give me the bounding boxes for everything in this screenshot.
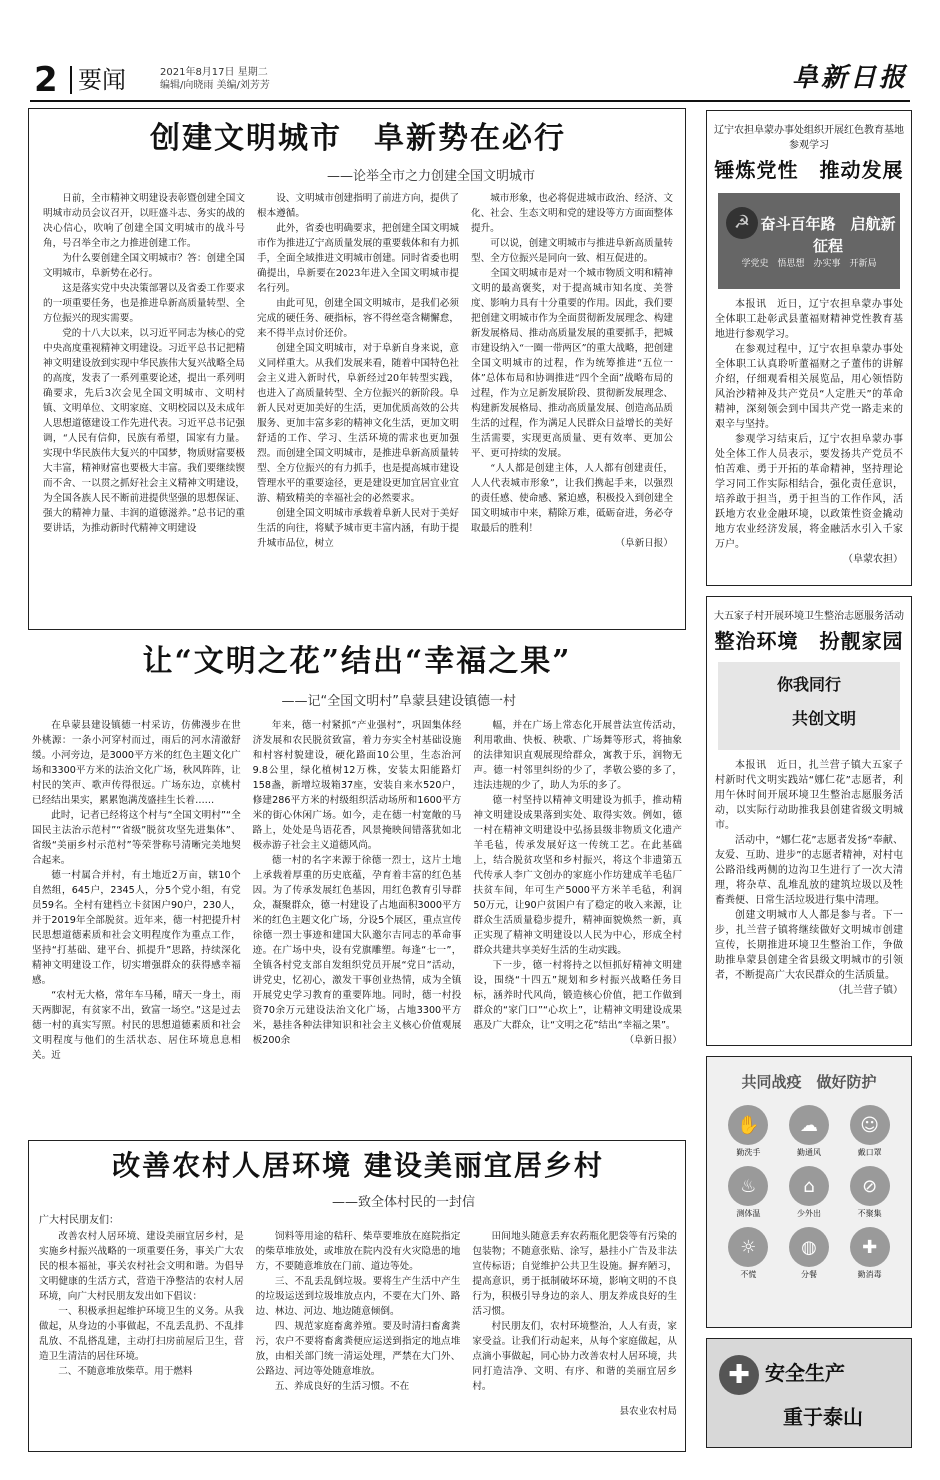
paragraph: 此外，省委也明确要求，把创建全国文明城市作为推进辽宁高质量发展的重要载体和有力抓手，全面全域推进文明城市创建。同时省委也明确提出，阜新要在2023年进入全国文明城市提名行列。 (257, 223, 459, 294)
paragraph: 在阜蒙县建设镇德一村采访，仿佛漫步在世外桃源：一条小河穿村而过，雨后的河水清澈舒缓。小河旁边，是3000平方米的红色主题文化广场和3300平方米的法治文化广场，秋风阵阵，让村民的笑声、歌声传得很远。广场东边，京桃村已经结出果实，累累饱满茂盛挂生长着…… (32, 720, 241, 806)
poster-item: ☁ 勤通风 (782, 1105, 837, 1158)
paragraph: 德一村坚持以精神文明建设为抓手，推动精神文明建设成果落到实处、取得实效。例如，德一村在精神文明建设中弘扬县级非物质文化遗产羊毛毡，传承发展好这一传统工艺。在此基础上，结合脱贫攻坚和乡村振兴，将这个非遗第五代传承人李广文创办的家庭小作坊建成羊毛毡厂扶贫车间，年可生产5000平方米羊毛毡，利润50万元，让90户贫困户有了稳定的收入来源，让群众生活质量稳步提升，精神面貌焕然一新，真正实现了精神文明建设以人民为中心，形成全村群众共建共享美好生活的生动实践。 (473, 795, 683, 956)
poster-item: ☼ 不慌 (721, 1227, 776, 1280)
masthead-info (160, 66, 270, 92)
letter-signature: 县农业农村局 (619, 1406, 678, 1417)
letter-salutation: 广大村民朋友们： (39, 1215, 119, 1226)
article-column (472, 1229, 677, 1447)
article-title: 让“文明之花”结出“幸福之果” (142, 644, 572, 679)
paragraph: 创建文明城市人人都是参与者。下一步，扎兰营子镇将继续做好文明城市创建宣传，长期推进环境卫生整治工作，争做助推阜蒙县创建全省县级文明城市的引领者，不断提高广大农民群众的生活质量。 (715, 910, 903, 981)
poster-item: ✋ 勤洗手 (721, 1105, 776, 1158)
wash-hands-icon: ✋ (728, 1105, 768, 1145)
paragraph: 德一村属合并村，有土地近2万亩，辖10个自然组，645户，2345人，分5个党小组，有党员59名。全村有建档立卡贫困户90户，230人，并于2019年全部脱贫。近年来，德一村把提升村民思想道德素质和社会文明程度作为重点工作，坚持“打基础、建平台、抓提升”思路，持续深化精神文明建设工作，切实增强群众的获得感幸福感。 (32, 870, 241, 986)
article-source: （阜新日报） (615, 538, 673, 549)
poster-item: ⊘ 不聚集 (842, 1166, 897, 1219)
poster-safety-production (706, 1338, 912, 1448)
sidebar-title: 锤炼党性 推动发展 (714, 158, 904, 182)
paragraph: 德一村的名字来源于徐德一烈士，这片土地上承载着厚重的历史底蕴，孕育着丰富的红色基因。为了传承发展红色基因，用红色教育引导群众，凝聚群众，德一村建设了占地面积3000平方米的红色主题文化广场，分设5个展区，重点宣传徐德一烈士事迹和建国大队邀尔吉同志的革命事迹。在广场中央，设有党旗雕塑。每逢“七一”，全镇各村党支部自发组织党员开展“党日”活动，讲党史，忆初心，激发干事创业热情，成为全镇开展党史学习教育的重要阵地。同时，德一村投资70余万元建设法治文化广场，占地3300平方米，悬挂各种法律知识和社会主义核心价值观展板200余 (252, 855, 462, 1046)
article-column (43, 191, 245, 625)
page-number: 2 (34, 60, 58, 100)
sidebar-source: （阜蒙农担） (843, 554, 903, 565)
poster-icon-grid (707, 1093, 911, 1280)
sidebar-environment (706, 596, 912, 1046)
paragraph: 城市形象，也必将促进城市政治、经济、文化、社会、生态文明和党的建设等方方面面整体提升。 (471, 193, 673, 234)
paragraph: “人人都是创建主体，人人都有创建责任，人人代表城市形象”，让我们携起手来，以强烈的责任感、使命感、紧迫感，积极投入到创建全国文明城市中来，精除万难，砥砺奋进，务必夺取最后的胜利！ (471, 463, 673, 534)
sidebar-body (707, 289, 911, 567)
article-source: （阜新日报） (624, 1035, 683, 1046)
paragraph: “农村无大格，常年车马稀，晴天一身土，雨天两脚泥，有贫家不出，致富一场空。”这是过去德一村的真实写照。村民的思想道德素质和社会文明程度与他们的生活状态、居住环境息息相关。近 (32, 990, 241, 1061)
poster-item: ◍ 分餐 (782, 1227, 837, 1280)
paragraph: 三、不乱丢乱倒垃圾。要将生产生活中产生的垃圾运送到垃圾堆放点内，不要在大门外、路边、林边、河边、地边随意倾倒。 (255, 1276, 461, 1317)
article-column (473, 718, 682, 1128)
paragraph: 可以说，创建文明城市与推进阜新高质量转型、全方位振兴是同向一致、相互促进的。 (471, 238, 673, 264)
article-column (471, 191, 673, 625)
article-body (32, 718, 682, 1128)
article-subtitle: ——论举全市之力创建全国文明城市 (326, 169, 535, 184)
article-rural-environment (28, 1140, 686, 1452)
masthead (30, 60, 910, 102)
poster-item: ☺ 戴口罩 (842, 1105, 897, 1158)
banner-line1: 你我同行 (776, 675, 841, 694)
paper-name: 阜新日报 (791, 63, 908, 93)
sidebar-banner (718, 193, 900, 289)
sidebar-source: （扎兰营子镇） (833, 985, 903, 996)
poster-item: ⌂ 少外出 (782, 1166, 837, 1219)
paragraph: 这是落实党中央决策部署以及省委工作要求的一项重要任务，也是推进阜新高质量转型、全方位振兴的现实需要。 (43, 283, 245, 324)
paragraph: 二、不随意堆放柴草。用于燃料 (58, 1366, 193, 1377)
paragraph: 在参观过程中，辽宁农担阜蒙办事处全体职工认真聆听董福财之子董伟的讲解介绍，仔细观看相关展览品，用心领悟防风治沙精神及共产党员“人定胜天”的革命精神，深刻领会到中国共产党一路走来的艰辛与坚持。 (715, 344, 903, 430)
article-body (43, 191, 673, 625)
safety-cross-icon: ✚ (719, 1355, 759, 1395)
article-title: 改善农村人居环境 建设美丽宜居乡村 (112, 1149, 604, 1182)
paragraph: 饲料等用途的秸秆、柴草要堆放在庭院指定的柴草堆放处，或堆放在院内没有火灾隐患的地方，不要随意堆放在门前、道边等处。 (255, 1231, 461, 1272)
paragraph: 为什么要创建全国文明城市？答：创建全国文明城市，阜新势在必行。 (43, 253, 245, 279)
paragraph: 年来，德一村紧抓“产业强村”，巩固集体经济发展和农民脱贫致富，着力夯实全村基础设施和村容村貌建设，硬化路面10公里，生态治河9.8公里，绿化植树12万株，安装太阳能路灯158盏，新增垃圾箱37座，安装自来水520户，修建286平方米的村级组织活动场所和1600平方米的街心休闲广场。如今，走在德一村宽敞的马路上，处处是鸟语花香，风景掩映间错落犹如北极赤游子社会主义道德风尚。 (252, 720, 462, 851)
poster-item: ♨ 测体温 (721, 1166, 776, 1219)
poster-title: 共同战疫 做好防护 (741, 1073, 877, 1091)
sidebar-banner (718, 662, 900, 750)
paragraph: 本报讯 近日，辽宁农担阜蒙办事处全体职工赴彰武县董福财精神党性教育基地进行参观学习。 (715, 299, 903, 340)
article-title: 创建文明城市 阜新势在必行 (150, 121, 566, 156)
paragraph: 四、规范家庭畜禽养殖。要及时清扫畜禽粪污，农户不要将畜禽粪便应运送到指定的地点堆放，由相关部门统一清运处理，严禁在大门外、公路边、河边等处随意堆放。 (255, 1321, 461, 1377)
sidebar-party-study (706, 110, 912, 586)
thermometer-icon: ♨ (728, 1166, 768, 1206)
mask-icon: ☺ (850, 1105, 890, 1145)
section-name: 要闻 (70, 66, 126, 94)
poster-epidemic-prevention (706, 1056, 912, 1328)
separate-meals-icon: ◍ (789, 1227, 829, 1267)
paragraph: 设、文明城市创建指明了前进方向，提供了根本遵循。 (257, 193, 459, 219)
banner-line2: 共创文明 (791, 709, 856, 728)
paragraph: 活动中，“娜仁花”志愿者发扬“奉献、友爱、互助、进步”的志愿者精神，对村屯公路沿线两侧的边沟卫生进行了一次大清理，将杂草、乱堆乱放的建筑垃圾以及牲畜粪便、日常生活垃圾进行集中清理。 (715, 835, 903, 906)
paragraph: 创建全国文明城市承载着阜新人民对于美好生活的向往，将赋予城市更丰富内涵，有助于提升城市品位，树立 (257, 508, 459, 549)
article-column (253, 718, 462, 1128)
party-emblem-icon: ☭ (726, 207, 758, 239)
article-subtitle: ——记“全国文明村”阜蒙县建设镇德一村 (281, 694, 516, 709)
editor-line: 编辑/向晓雨 美编/刘芳芳 (160, 80, 270, 91)
ventilation-icon: ☁ (789, 1105, 829, 1145)
paragraph: 全国文明城市是对一个城市物质文明和精神文明的最高褒奖，对于提高城市知名度、美誉度、影响力具有十分重要的作用。因此，我们要把创建文明城市作为全面贯彻新发展理念、构建新发展格局、推动高质量发展的重要抓手，把城市建设纳入“一圈一带两区”的重大战略，把创建全国文明城市的过程，作为统筹推进“五位一体”总体布局和协调推进“四个全面”战略布局的过程，作为立足新发展阶段、贯彻新发展理念、构建新发展格局、推动高质量发展、创造高品质生活的过程，作为满足人民群众日益增长的美好生活需要，实现更高质量、更有效率、更加公平、更可持续的发展。 (471, 268, 673, 459)
article-column (257, 191, 459, 625)
paragraph: 下一步，德一村将持之以恒抓好精神文明建设，围绕“十四五”规划和乡村振兴战略任务目标，涵养时代风尚，锻造核心价值，把工作做到群众的“家门口”“心坎上”，让精神文明建设成果惠及广大群众，让“文明之花”结出“幸福之果”。 (473, 960, 683, 1031)
paragraph: 由此可见，创建全国文明城市，是我们必须完成的硬任务、硬指标，容不得丝毫含糊懈怠，来不得半点讨价还价。 (257, 298, 459, 339)
sidebar-body (707, 750, 911, 998)
article-column (32, 718, 241, 1128)
paragraph: 参观学习结束后，辽宁农担阜蒙办事处全体工作人员表示，要发扬共产党员不怕苦难、勇于开拓的革命精神，坚持理论学习同工作实际相结合，强化责任意识，培养敢于担当，勇于担当的工作作风，活跃地方农业金融环境，以政策性资金撬动地方农业经济发展，将金融活水引入千家万户。 (715, 434, 903, 550)
paragraph: 五、养成良好的生活习惯。不在 (274, 1381, 410, 1392)
paragraph: 幅，并在广场上常态化开展普法宣传活动，利用歌曲、快板、秧歌、广场舞等形式，将抽象的法律知识直观展现给群众，寓教于乐，润物无声。德一村邻里纠纷的少了，孝敬公婆的多了，违法违规的少了，助人为乐的多了。 (473, 720, 683, 791)
article-civilized-city (28, 108, 686, 630)
banner-main: 奋斗百年路 启航新征程 (760, 215, 896, 255)
poster-line2: 重于泰山 (783, 1405, 863, 1429)
paragraph: 党的十八大以来，以习近平同志为核心的党中央高度重视精神文明建设。习近平总书记把精神文明建设放到实现中华民族伟大复兴战略全局的高度，发表了一系列重要论述，提出一系列明确要求，先后3次会见全国文明城市、文明村镇、文明单位、文明家庭、文明校园以及未成年人思想道德建设工作先进代表。习近平总书记强调，“人民有信仰，民族有希望，国家有力量。实现中华民族伟大复兴的中国梦，物质财富要极大丰富，精神财富也要极大丰富。我们要继续锲而不舍、一以贯之抓好社会主义精神文明建设，为全国各族人民不断前进提供坚强的思想保证、强大的精神力量、丰润的道德滋养。”总书记的重要讲话，为推动新时代精神文明建设 (43, 328, 245, 534)
paragraph: 此时，记者已经将这个村与“全国文明村”“全国民主法治示范村”“省级”脱贫攻坚先进集体”、省级“美丽乡村示范村”等荣誉称号清晰完美地契合起来。 (32, 810, 241, 866)
paragraph: 村民朋友们，农村环境整治，人人有责，家家受益。让我们行动起来，从每个家庭做起，从点滴小事做起，同心协力改善农村人居环境，共同打造洁净、文明、有序、和谐的美丽宜居乡村。 (472, 1321, 678, 1392)
article-body (39, 1229, 677, 1447)
paragraph: 改善农村人居环境、建设美丽宜居乡村，是实施乡村振兴战略的一项重要任务，事关广大农民的根本福祉，事关农村社会文明和谐。为倡导文明健康的生活方式，营造干净整洁的农村人居环境，向广大村民朋友发出如下倡议： (39, 1231, 244, 1302)
disinfect-icon: ✚ (850, 1227, 890, 1267)
paragraph: 本报讯 近日，扎兰营子镇大五家子村新时代文明实践站“娜仁花”志愿者，利用午休时间开展环境卫生整治志愿服务活动，以实际行动助推我县创建省级文明城市。 (715, 760, 903, 831)
paragraph: 一、积极承担起维护环境卫生的义务。从我做起，从身边的小事做起，不乱丢乱扔、不乱排乱放、不乱搭乱建，主动打扫房前屋后卫生，营造卫生清洁的居住环境。 (39, 1306, 244, 1362)
stay-home-icon: ⌂ (789, 1166, 829, 1206)
paragraph: 日前，全市精神文明建设表彰暨创建全国文明城市动员会议召开，以旺盛斗志、务实的战的决心信心，吹响了创建全国文明城市的战斗号角，号召举全市之力推进创建工作。 (43, 193, 245, 249)
article-column (39, 1229, 244, 1447)
calm-icon: ☼ (728, 1227, 768, 1267)
no-gathering-icon: ⊘ (850, 1166, 890, 1206)
paragraph: 田间地头随意丢弃农药瓶化肥袋等有污染的包装物；不随意张贴、涂写，悬挂小广告及非法宣传标语；自觉维护公共卫生设施。摒弃陋习，提高意识，勇于抵制破坏环境，影响文明的不良行为，积极引导身边的亲人、朋友养成良好的生活习惯。 (472, 1231, 678, 1317)
paragraph: 创建全国文明城市，对于阜新自身来说，意义同样重大。从我们发展来看，随着中国特色社会主义进入新时代，阜新经过20年转型实践，也进入了高质量转型、全方位振兴的新阶段。阜新人民对更加美好的生活，更加优质高效的公共服务、更加丰富多彩的精神文化生活，更加文明舒适的工作、学习、生活环境的需求也更加强烈。而创建全国文明城市，是推进阜新高质量转型、全方位振兴的有力抓手，也是提高城市建设管理水平的重要途径，更是建设更加宜居宜业宜游、精致精美的幸福社会的必然要求。 (257, 343, 459, 504)
article-subtitle: ——致全体村民的一封信 (331, 1195, 475, 1210)
poster-line1: 安全生产 (765, 1361, 845, 1385)
sidebar-title: 整治环境 扮靓家园 (714, 629, 904, 653)
date-line: 2021年8月17日 星期二 (160, 67, 268, 78)
banner-sub: 学党史 悟思想 办实事 开新局 (741, 259, 877, 269)
sidebar-kicker: 大五家子村开展环境卫生整治志愿服务活动 (714, 611, 904, 622)
sidebar-kicker: 辽宁农担阜蒙办事处组织开展红色教育基地参观学习 (714, 125, 904, 151)
poster-item: ✚ 勤消毒 (842, 1227, 897, 1280)
article-civilized-village (28, 638, 686, 1132)
article-column (256, 1229, 461, 1447)
